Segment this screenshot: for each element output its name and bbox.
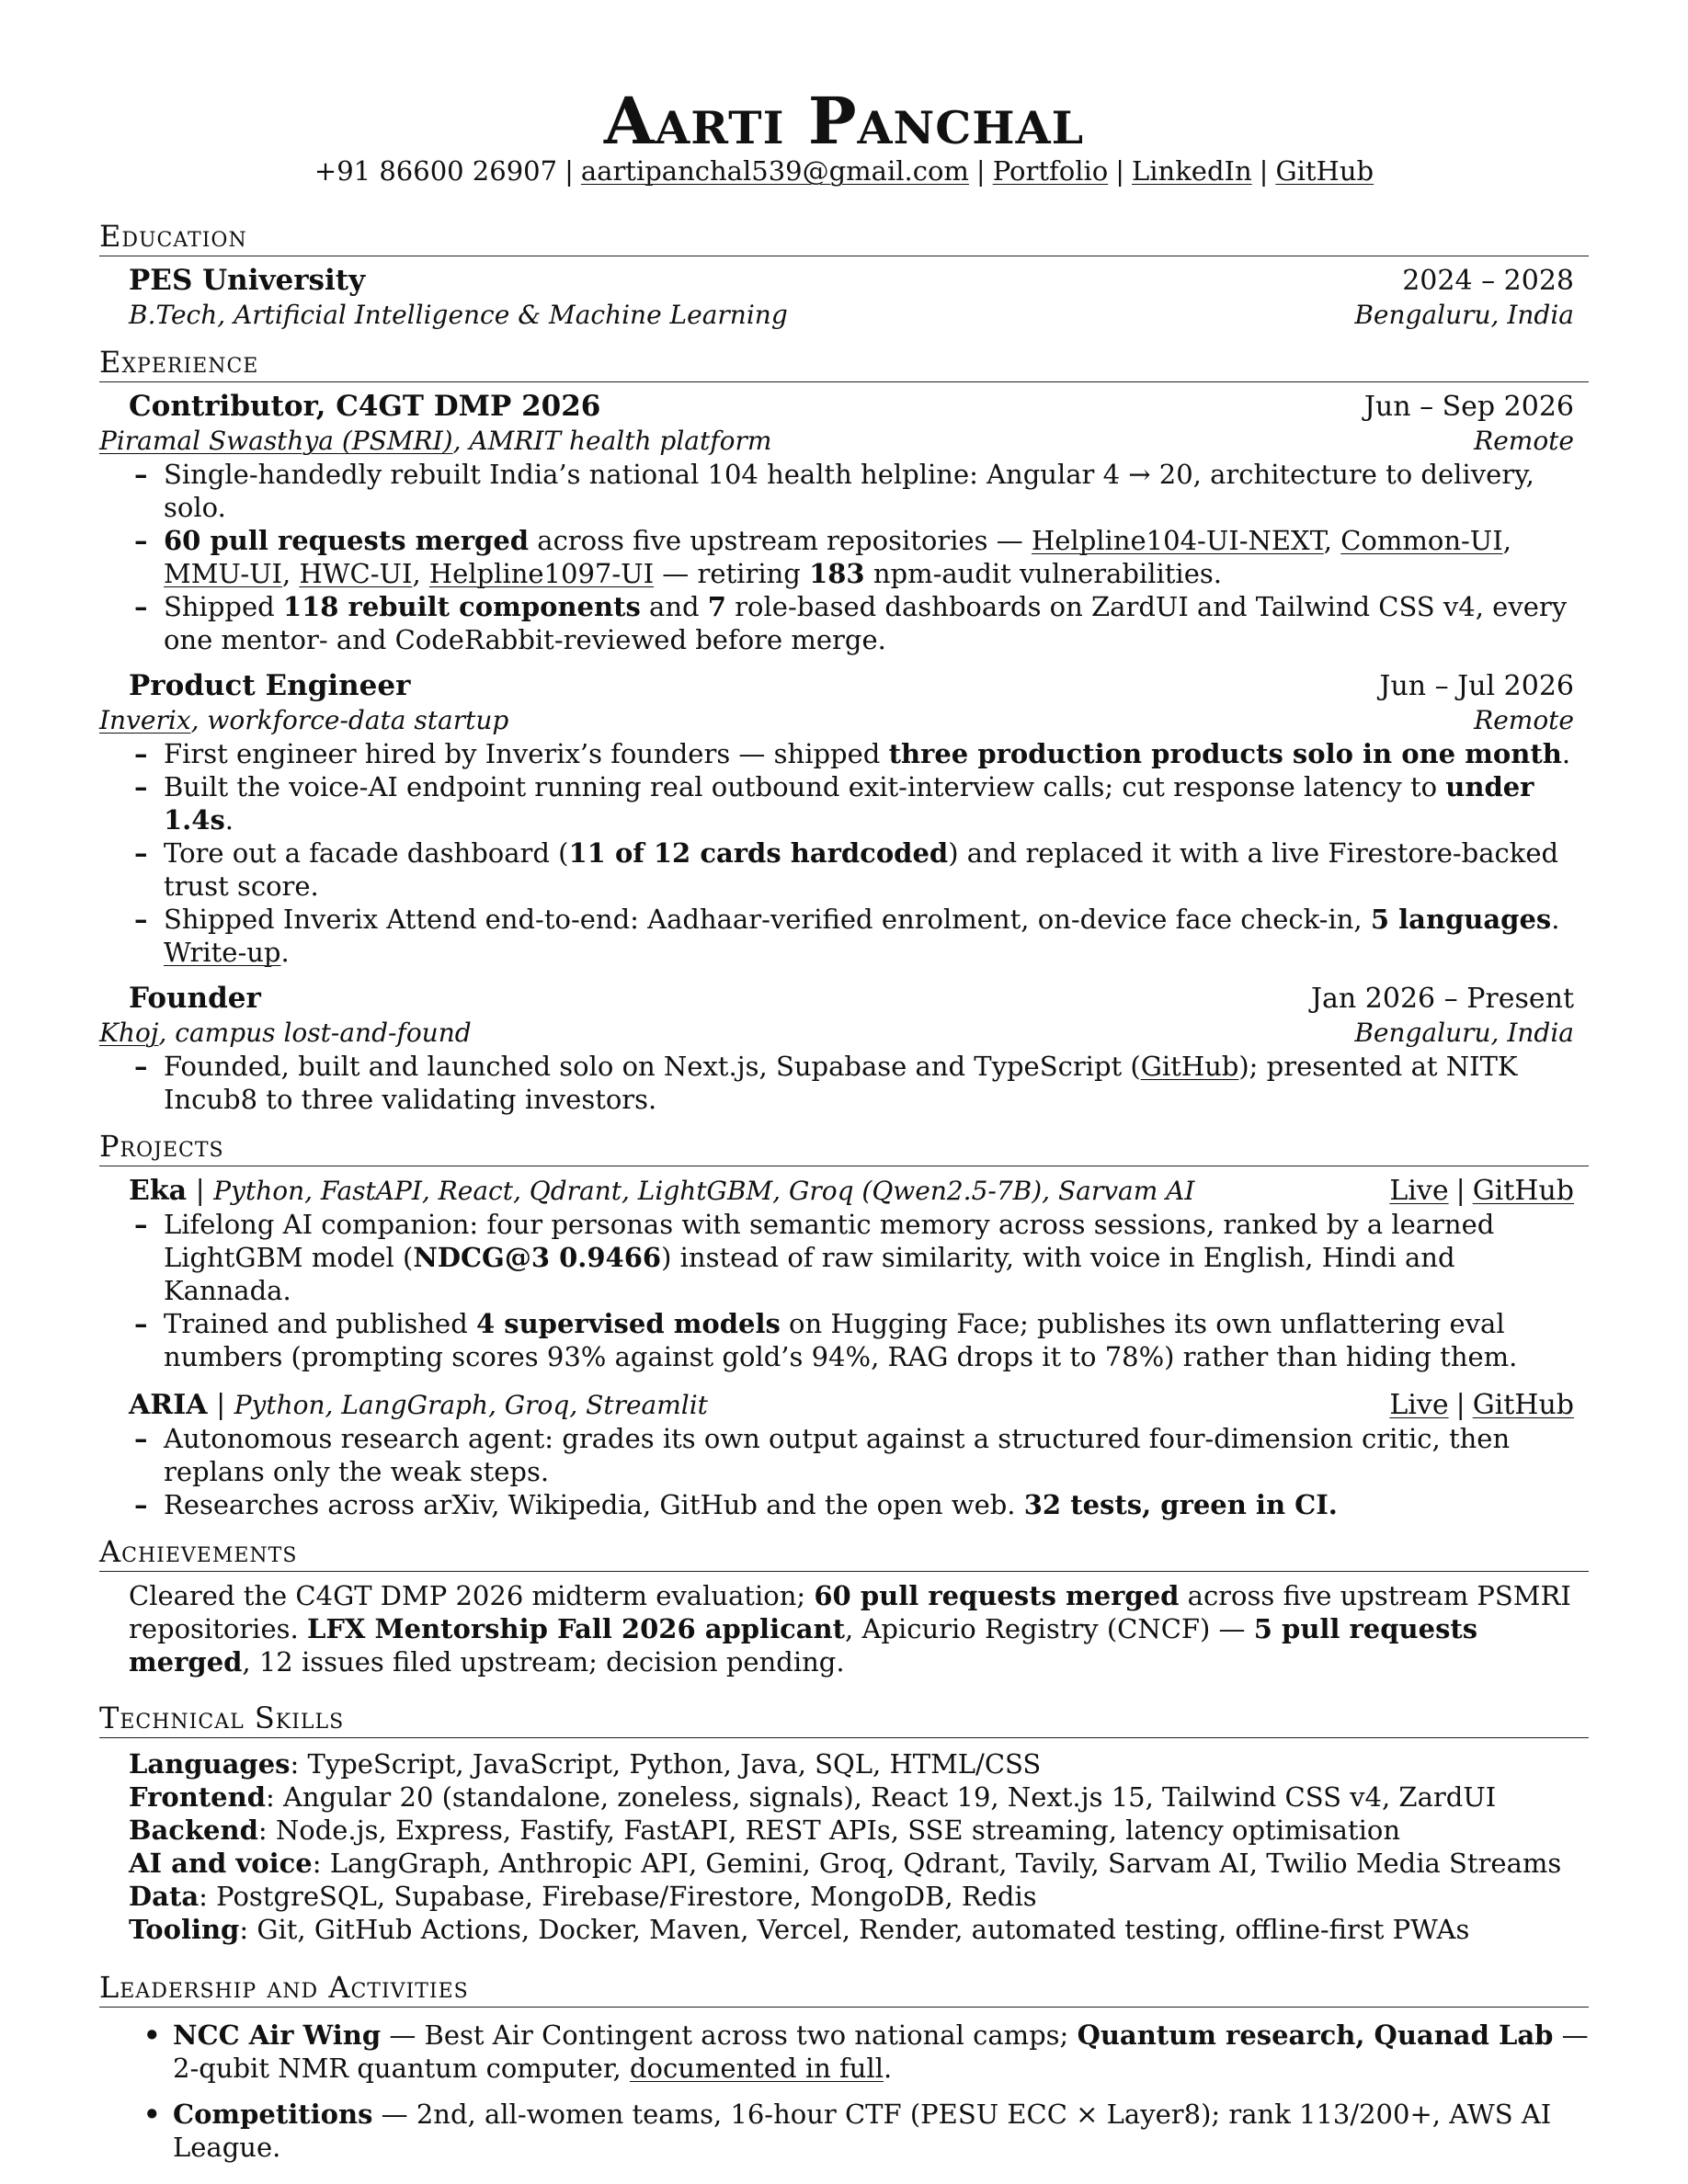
projects-section [99, 1129, 1589, 1521]
live-link[interactable]: Live [1389, 1389, 1449, 1421]
job-location: Bengaluru, India [1354, 1018, 1574, 1048]
separator: | [1115, 155, 1124, 187]
list-item: – Shipped Inverix Attend end-to-end: Aadhaar-verified enrolment, on-device face check-in, 5 languages. Write-up. [134, 903, 1574, 969]
leadership-section [99, 1970, 1589, 2164]
email-link[interactable]: aartipanchal539@gmail.com [580, 155, 969, 187]
github-link[interactable]: GitHub [1472, 1389, 1574, 1421]
list-item: – Tore out a facade dashboard (11 of 12 cards hardcoded) and replaced it with a live Firestore-backed trust score. [134, 836, 1574, 903]
writeup-link[interactable]: Write-up [164, 937, 281, 968]
list-item: – Researches across arXiv, Wikipedia, GitHub and the open web. 32 tests, green in CI. [134, 1488, 1574, 1521]
job-location: Remote [1474, 705, 1574, 735]
repo-link[interactable]: HWC-UI [299, 558, 413, 589]
experience-entry-inverix [99, 669, 1574, 969]
job-title: Contributor, C4GT DMP 2026 [129, 390, 601, 423]
org-link[interactable]: Inverix [99, 705, 191, 735]
degree: B.Tech, Artificial Intelligence & Machine Learning [129, 300, 788, 330]
project-eka: Eka | Python, FastAPI, React, Qdrant, LightGBM, Groq (Qwen2.5-7B), Sarvam AI Live | GitHub – Lifelong AI companion: four personas with semantic memory across sessions, ranked by a learned LightGBM model (NDCG@3 0.9466) instead of raw similarity, with voice in English, Hindi and Kannada. – Trained and published 4 supervised models on Hugging Face; publishes its own unflattering eval numbers (prompting scores 93% against gold’s 94%, RAG drops it to 78%) rather than hiding them. [129, 1174, 1574, 1373]
documented-link[interactable]: documented in full [629, 2053, 884, 2084]
org-link[interactable]: Khoj [99, 1018, 159, 1048]
section-title-education: Education [99, 219, 1589, 256]
list-item: • Competitions — 2nd, all-women teams, 16-hour CTF (PESU ECC × Layer8); rank 113/200+, AWS AI League. [143, 2098, 1589, 2164]
project-tech: Python, FastAPI, React, Qdrant, LightGBM, Groq (Qwen2.5-7B), Sarvam AI [213, 1176, 1195, 1206]
section-title-achievements: Achievements [99, 1534, 1589, 1572]
skill-line: Tooling: Git, GitHub Actions, Docker, Maven, Vercel, Render, automated testing, offline-first PWAs [129, 1914, 1470, 1945]
org-description: , workforce-data startup [190, 705, 509, 735]
project-aria: ARIA | Python, LangGraph, Groq, Streamlit Live | GitHub – Autonomous research agent: grades its own output against a structured four-dimension critic, then replans only the weak steps. – Researches across arXiv, Wikipedia, GitHub and the open web. 32 tests, green in CI. [129, 1388, 1574, 1521]
job-location: Remote [1474, 426, 1574, 456]
education-subheader [129, 298, 1574, 332]
job-title: Product Engineer [129, 669, 411, 702]
list-item: – Autonomous research agent: grades its own output against a structured four-dimension critic, then replans only the weak steps. [134, 1422, 1574, 1488]
contact-line [99, 154, 1589, 188]
list-item: – First engineer hired by Inverix’s founders — shipped three production products solo in one month. [134, 737, 1574, 770]
candidate-name: Aarti Panchal [603, 83, 1085, 159]
org-description: , AMRIT health platform [452, 426, 772, 456]
experience-entry-c4gt [99, 390, 1574, 656]
project-name: ARIA [129, 1389, 208, 1421]
education-dates: 2024 – 2028 [1402, 265, 1574, 297]
portfolio-link[interactable]: Portfolio [992, 155, 1109, 187]
section-title-projects: Projects [99, 1129, 1589, 1166]
section-title-skills: Technical Skills [99, 1701, 1589, 1738]
skill-line: Frontend: Angular 20 (standalone, zoneless, signals), React 19, Next.js 15, Tailwind CSS v4, ZardUI [129, 1781, 1497, 1813]
list-item: – Founded, built and launched solo on Next.js, Supabase and TypeScript (GitHub); presented at NITK Incub8 to three validating investors. [134, 1050, 1574, 1116]
job-dates: Jun – Sep 2026 [1363, 391, 1574, 423]
school-name: PES University [129, 264, 366, 297]
section-title-leadership: Leadership and Activities [99, 1970, 1589, 2008]
job-title: Founder [129, 982, 261, 1015]
list-item: • NCC Air Wing — Best Air Contingent across two national camps; Quantum research, Quanad Lab — 2-qubit NMR quantum computer, documented in full. [143, 2019, 1589, 2085]
skill-line: AI and voice: LangGraph, Anthropic API, Gemini, Groq, Qdrant, Tavily, Sarvam AI, Twilio Media Streams [129, 1848, 1562, 1879]
repo-link[interactable]: Common-UI [1340, 525, 1503, 556]
github-link[interactable]: GitHub [1140, 1051, 1239, 1082]
education-header [129, 264, 1574, 298]
separator: | [565, 155, 574, 187]
skill-line: Backend: Node.js, Express, Fastify, FastAPI, REST APIs, SSE streaming, latency optimisation [129, 1814, 1400, 1846]
project-tech: Python, LangGraph, Groq, Streamlit [234, 1390, 708, 1420]
org-link[interactable]: Piramal Swasthya (PSMRI) [99, 426, 453, 456]
achievements-section [99, 1534, 1589, 1678]
list-item: – Single-handedly rebuilt India’s national 104 health helpline: Angular 4 → 20, architecture to delivery, solo. [134, 458, 1574, 524]
skill-line: Languages: TypeScript, JavaScript, Python, Java, SQL, HTML/CSS [129, 1748, 1042, 1780]
org-description: , campus lost-and-found [158, 1018, 472, 1048]
list-item: – Shipped 118 rebuilt components and 7 role-based dashboards on ZardUI and Tailwind CSS v4, every one mentor- and CodeRabbit-reviewed before merge. [134, 590, 1574, 656]
job-dates: Jan 2026 – Present [1311, 983, 1574, 1015]
list-item: – Lifelong AI companion: four personas with semantic memory across sessions, ranked by a learned LightGBM model (NDCG@3 0.9466) instead of raw similarity, with voice in English, Hindi and Kannada. [134, 1208, 1574, 1307]
repo-link[interactable]: MMU-UI [164, 558, 283, 589]
achievements-text: Cleared the C4GT DMP 2026 midterm evaluation; 60 pull requests merged across five upstream PSMRI repositories. LFX Mentorship Fall 2026 applicant, Apicurio Registry (CNCF) — 5 pull requests merged, 12 issues filed upstream; decision pending. [129, 1580, 1571, 1678]
linkedin-link[interactable]: LinkedIn [1132, 155, 1252, 187]
live-link[interactable]: Live [1389, 1175, 1449, 1207]
skill-line: Data: PostgreSQL, Supabase, Firebase/Firestore, MongoDB, Redis [129, 1881, 1037, 1912]
section-title-experience: Experience [99, 345, 1589, 382]
list-item: – Trained and published 4 supervised models on Hugging Face; publishes its own unflattering eval numbers (prompting scores 93% against gold’s 94%, RAG drops it to 78%) rather than hiding them. [134, 1307, 1574, 1373]
separator: | [975, 155, 986, 187]
education-location: Bengaluru, India [1354, 300, 1574, 330]
repo-link[interactable]: Helpline1097-UI [428, 558, 655, 589]
skills-section [99, 1701, 1589, 1946]
github-link[interactable]: GitHub [1275, 155, 1374, 187]
experience-entry-khoj [99, 982, 1574, 1116]
education-section [99, 219, 1589, 332]
github-link[interactable]: GitHub [1472, 1175, 1574, 1207]
list-item: – 60 pull requests merged across five upstream repositories — Helpline104-UI-NEXT, Common-UI, MMU-UI, HWC-UI, Helpline1097-UI — retiring 183 npm-audit vulnerabilities. [134, 524, 1574, 590]
repo-link[interactable]: Helpline104-UI-NEXT [1031, 525, 1324, 556]
project-name: Eka [129, 1175, 188, 1207]
phone-number: +91 86600 26907 [314, 155, 558, 187]
job-dates: Jun – Jul 2026 [1379, 670, 1574, 702]
list-item: – Built the voice-AI endpoint running real outbound exit-interview calls; cut response latency to under 1.4s. [134, 770, 1574, 836]
experience-section [99, 345, 1589, 1116]
separator: | [1259, 155, 1269, 187]
